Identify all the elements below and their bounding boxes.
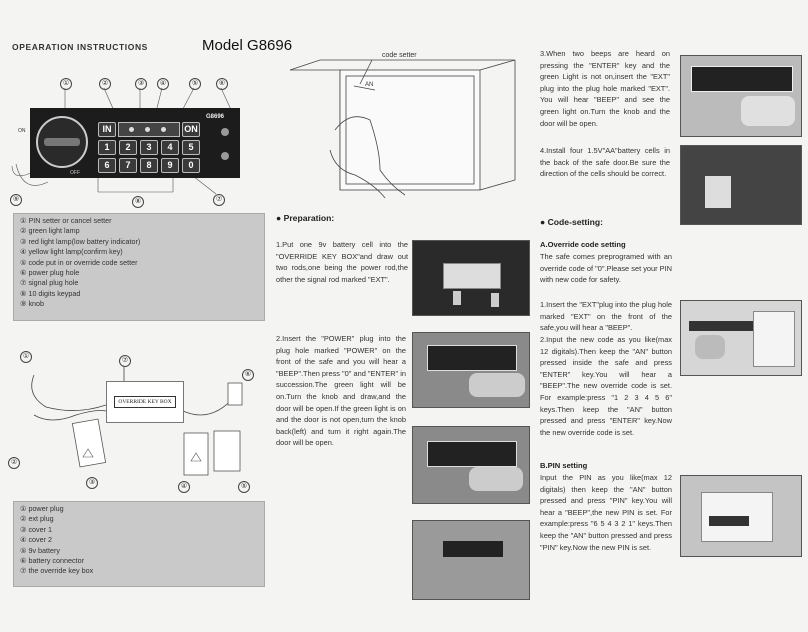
keypad-panel — [18, 108, 240, 178]
signal-plug-hole-icon — [221, 152, 229, 160]
callout-6: ⑥ — [216, 78, 228, 90]
legend-item: ⑦ the override key box — [20, 566, 94, 576]
hand-photo — [469, 467, 523, 491]
plug-photo — [453, 291, 461, 305]
panel-model: G8696 — [206, 114, 225, 120]
preparation-title: Preparation: — [283, 213, 335, 223]
keypad-photo — [427, 441, 517, 467]
hand-photo — [741, 96, 795, 126]
box-callout-4: ④ — [178, 481, 190, 493]
photo-open-door — [412, 520, 530, 600]
safe-hand-diagram — [280, 50, 520, 198]
off-label: OFF — [70, 170, 80, 176]
legend-item: ⑧ 10 digits keypad — [20, 288, 81, 298]
key-9[interactable]: 9 — [161, 158, 179, 173]
power-plug-hole-icon — [221, 128, 229, 136]
photo-power-plug — [412, 332, 530, 408]
legend-box-parts — [13, 501, 265, 587]
green-lamp-icon — [129, 127, 134, 132]
keypad-photo — [689, 321, 753, 331]
control-panel-diagram — [8, 74, 258, 212]
box-callout-7: ⑦ — [119, 355, 131, 367]
override-key-box — [106, 381, 184, 423]
red-lamp-icon — [145, 127, 150, 132]
callout-2: ② — [99, 78, 111, 90]
legend-item: ⑦ signal plug hole — [20, 278, 79, 288]
callout-4: ④ — [157, 78, 169, 90]
photo-ext-plug — [680, 55, 802, 137]
photo-override-set — [680, 300, 802, 376]
safe-illustration — [280, 50, 520, 198]
legend-panel-parts — [13, 213, 265, 321]
legend-item: ⑥ battery connector — [20, 556, 84, 566]
box-callout-5: ⑤ — [238, 481, 250, 493]
legend-item: ⑥ power plug hole — [20, 268, 80, 278]
knob-icon[interactable] — [36, 116, 88, 168]
keypad-photo — [427, 345, 517, 371]
an-label: AN — [365, 82, 374, 88]
legend-item: ② ext plug — [20, 514, 54, 524]
override-intro: The safe comes preprogramed with an override code of "0".Please set your PIN with new code for safety. — [540, 252, 672, 285]
box-callout-2: ② — [8, 457, 20, 469]
box-callout-3: ③ — [86, 477, 98, 489]
yellow-lamp-icon — [161, 127, 166, 132]
legend-item: ② green light lamp — [20, 226, 80, 236]
pin-text: Input the PIN as you like(max 12 digitals) then keep the "AN" button pressed and press "PIN" key.You will hear a "BEEP",the new PIN is set. For example:press "6 5 4 3 2 1" keys.Then keep the "AN" button pressed and press "PIN" key.Now the new PIN is set. — [540, 473, 672, 552]
callout-5: ⑤ — [189, 78, 201, 90]
in-button[interactable]: IN — [98, 122, 116, 137]
box-callout-6: ⑥ — [242, 369, 254, 381]
key-0[interactable]: 0 — [182, 158, 200, 173]
model-title: Model G8696 — [202, 37, 293, 54]
box-callout-1: ① — [20, 351, 32, 363]
override-box-diagram — [6, 345, 268, 495]
code-setter-label: code setter — [382, 52, 417, 59]
callout-9: ⑨ — [10, 194, 22, 206]
key-7[interactable]: 7 — [119, 158, 137, 173]
override-box-label: OVERRIDE KEY BOX — [114, 396, 175, 408]
legend-item: ③ red light lamp(low battery indicator) — [20, 236, 141, 246]
legend-item: ⑤ 9v battery — [20, 545, 61, 555]
code-setting-title: Code-setting: — [547, 217, 603, 227]
legend-item: ① PIN setter or cancel setter — [20, 216, 112, 225]
pin-title: B.PIN setting — [540, 461, 588, 470]
override-step-2: 2.Input the new code as you like(max 12 digitals).Then keep the "AN" button pressed inside the safe and press "ENTER" key.You will hear a "BEEP".The new override code is set. For example:press "1 2 3 4 5 6" keys.Then keep the "AN" button pressed and press "ENTER" key.Now the new override code is set. — [540, 335, 672, 437]
prep-step-4: 4.Install four 1.5V"AA"battery cells in the back of the safe door.Be sure the direction of the cells should be correct. — [540, 146, 670, 179]
prep-step-2: 2.Insert the "POWER" plug into the plug hole marked "POWER" on the front of the safe and you will hear a "BEEP".Then press "0" and "ENTER" in succession.The green light will be on.Turn the knob and draw,and the door will be open.If the green light is on and the door is not open,turn the knob back(left) and turn it right again.The door will be open. — [276, 334, 406, 448]
key-6[interactable]: 6 — [98, 158, 116, 173]
plug-photo — [491, 293, 499, 307]
prep-step-1: 1.Put one 9v battery cell into the "OVERRIDE KEY BOX"and draw out two rods,one being the power rod,the other the signal rod marked "EXT". — [276, 240, 408, 284]
legend-item: ① power plug — [20, 504, 64, 513]
lamp-strip — [118, 122, 180, 137]
legend-item: ③ cover 1 — [20, 524, 53, 534]
legend-item: ④ yellow light lamp(confirm key) — [20, 247, 123, 257]
photo-pin-set — [680, 475, 802, 557]
callout-8: ⑧ — [132, 196, 144, 208]
photo-press-enter — [412, 426, 530, 504]
on-label: ON — [18, 128, 26, 134]
hand-photo — [469, 373, 525, 397]
override-step-1: 1.Insert the "EXT"plug into the plug hole marked "EXT" on the front of the safe,you will hear a "BEEP". — [540, 300, 672, 333]
legend-item: ⑤ code put in or override code setter — [20, 257, 138, 267]
keypad-photo — [443, 541, 503, 557]
callout-3: ③ — [135, 78, 147, 90]
key-5[interactable]: 5 — [182, 140, 200, 155]
hand-photo — [695, 335, 725, 359]
photo-key-box — [412, 240, 530, 316]
keypad-photo — [709, 516, 749, 526]
key-3[interactable]: 3 — [140, 140, 158, 155]
key-8[interactable]: 8 — [140, 158, 158, 173]
callout-7: ⑦ — [213, 194, 225, 206]
battery-photo — [705, 176, 731, 208]
key-2[interactable]: 2 — [119, 140, 137, 155]
override-title: A.Override code setting — [540, 240, 626, 249]
photo-batteries — [680, 145, 802, 225]
callout-1: ① — [60, 78, 72, 90]
page-header: OPEARATION INSTRUCTIONS — [12, 42, 148, 52]
override-box-photo — [443, 263, 501, 289]
legend-item: ④ cover 2 — [20, 535, 53, 545]
legend-item: ⑨ knob — [20, 299, 45, 309]
prep-step-3: 3.When two beeps are heard on pressing the "ENTER" key and the green Light is not on,insert the "EXT" plug into the plug hole marked "EXT". You will hear "BEEP" and see the green light on.Turn the knob and the door will be open. — [540, 49, 670, 128]
safe-door-photo — [753, 311, 795, 367]
on-button[interactable]: ON — [182, 122, 200, 137]
key-4[interactable]: 4 — [161, 140, 179, 155]
key-1[interactable]: 1 — [98, 140, 116, 155]
keypad-photo — [691, 66, 793, 92]
code-setting-heading: ● Code-setting: — [540, 217, 603, 227]
preparation-heading: ● Preparation: — [276, 213, 335, 223]
